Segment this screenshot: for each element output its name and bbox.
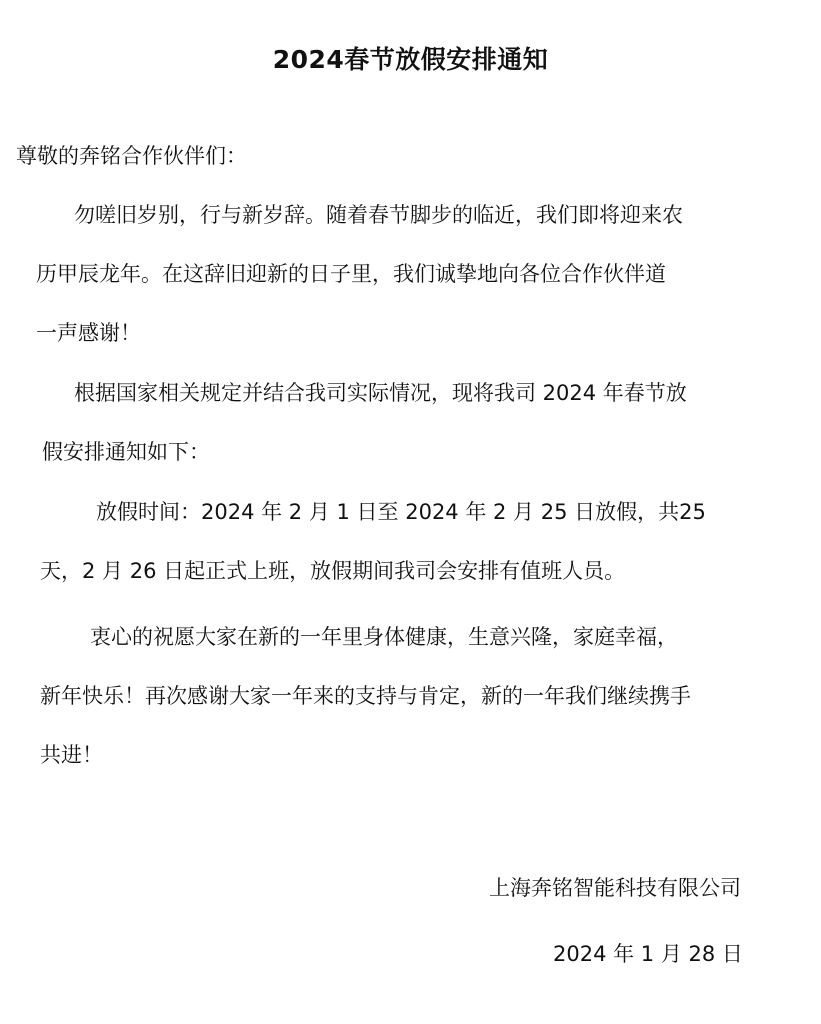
greeting: 尊敬的奔铭合作伙伴们： — [16, 144, 247, 168]
paragraph-holiday-time — [40, 483, 808, 601]
signature-date: 2024 年 1 月 28 日 — [553, 942, 743, 966]
paragraph-line: 假安排通知如下： — [42, 440, 210, 464]
paragraph-wishes — [40, 608, 808, 785]
paragraph-line: 衷心的祝愿大家在新的一年里身体健康，生意兴隆，家庭幸福， — [90, 625, 678, 649]
paragraph-line: 天，2 月 26 日起正式上班，放假期间我司会安排有值班人员。 — [40, 559, 626, 583]
paragraph-regulation — [42, 364, 808, 482]
paragraph-line: 放假时间：2024 年 2 月 1 日至 2024 年 2 月 25 日放假，共25 — [96, 500, 706, 524]
paragraph-intro — [36, 186, 808, 363]
paragraph-line: 根据国家相关规定并结合我司实际情况，现将我司 2024 年春节放 — [74, 381, 687, 405]
paragraph-line: 勿嗟旧岁别，行与新岁辞。随着春节脚步的临近，我们即将迎来农 — [74, 203, 683, 227]
paragraph-line: 共进！ — [40, 743, 103, 767]
page-title: 2024春节放假安排通知 — [272, 45, 549, 74]
paragraph-line: 一声感谢！ — [36, 321, 141, 345]
paragraph-line: 新年快乐！再次感谢大家一年来的支持与肯定，新的一年我们继续携手 — [40, 684, 691, 708]
paragraph-line: 历甲辰龙年。在这辞旧迎新的日子里，我们诚挚地向各位合作伙伴道 — [36, 262, 666, 286]
signature-company: 上海奔铭智能科技有限公司 — [489, 876, 741, 900]
